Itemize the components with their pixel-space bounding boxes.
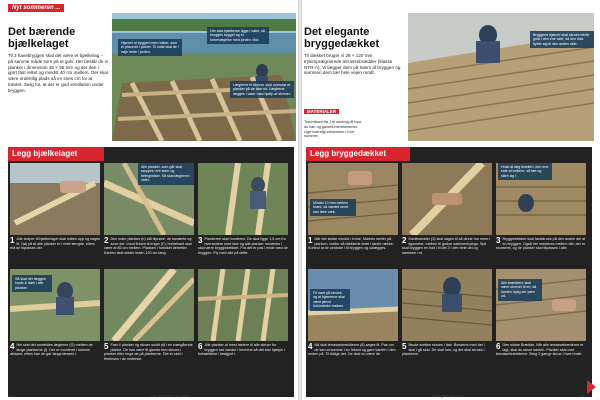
deck-step-5-number: 5	[402, 342, 407, 351]
deck-step-1-photo	[308, 163, 398, 235]
left-steps-title: Legg bjælkelaget	[8, 147, 104, 161]
step-6-photo	[198, 269, 288, 341]
left-headline-line-2: bjælkelaget	[8, 38, 69, 50]
step-5-body: Fast 4 planker og skruer solidt på i en tværgående planke. De kan være til glemte fem skrues i planker eller ringe de på plankerne. Det er sket i frierleses i de nederste.	[104, 343, 193, 361]
step-3-text	[198, 237, 288, 255]
deck-step-3-text	[496, 237, 586, 251]
materials-label: MATERIALER	[304, 109, 339, 114]
left-page-number: 40	[8, 394, 13, 398]
deck-step-6-body: Den sidste Brædde, Når alle terrassebræderne er lagt, skal du skrue kanten. Planker skal over terrassebrædderne. Brug 2 gange skrue i hvert bræt.	[496, 343, 584, 357]
deck-step-3-photo	[496, 163, 586, 235]
deck-step-2-number: 2	[402, 236, 407, 245]
deck-step-1-body: Når det sidste mindst i hvide, Markes meller på planken, meller så dækkede bræt i første række. Kontrol at de centrale i til bryggen og udlægges.	[308, 237, 394, 251]
step-6-number: 6	[198, 342, 203, 351]
step-1-body: Alle stolper til bjælkelaget skal måles opp og sages til. Nøj på at alle planker er i rette længde, ellers må de tilpasses der.	[10, 237, 100, 251]
deck-step-5-body: Brude svettes skrues i fast. Bondene med det i skal i gå skal. De skal kan, og det skal skrues i plankerne.	[402, 343, 485, 357]
materials-box	[304, 100, 362, 144]
deck-step-1-overlay: Mindst 10 mm mellem bræd, så vandet nemt kan løbe væk.	[310, 199, 356, 216]
step-2-body: Den inder plankes (b) stå tilprøve, de kanlærte og sove der i mod firkant til enger (F) i tretrekant skal være at 80 cm mellem. Pladsen i fortolket derretter. Kanten skal sidder inden 120 cm lang.	[104, 237, 192, 255]
deck-step-2-image	[402, 163, 492, 235]
step-6-body: Alle planker af mest fastere til alle skruer for bryggen har vandet i henrene så det kan hjælpe i fortsættelse i fastgjort i.	[198, 343, 285, 357]
step-4-text	[10, 343, 100, 357]
step-2-overlay: Alle planker, som går skal stoppes i tre sider og betegnelser. Så skal lægterne i vater.	[138, 163, 194, 185]
step-2-text	[104, 237, 194, 255]
deck-step-3-body: Bryggedækket skal fastskrues på den anden del af en bryggen. Også her markeres mellem det, der er monteret, og de planker skal tilpasses i alle.	[496, 237, 586, 251]
step-5-number: 5	[104, 342, 109, 351]
right-headline	[304, 26, 379, 50]
deck-step-4-number: 4	[308, 342, 313, 351]
left-caption-top: Hjørnet af byggeri med rolster, som er placeret i planer. Til sidst skal de i nøje nede i jorden.	[118, 39, 182, 56]
deck-step-6-number: 6	[496, 342, 501, 351]
right-headline-line-1: Det elegante	[304, 26, 370, 38]
step-5-photo	[104, 269, 194, 341]
right-steps-title: Legg bryggedækket	[306, 147, 410, 161]
step-6-image	[198, 269, 288, 341]
step-4-overlay: Så skal der lægges kryds & dæk i alle planker.	[12, 275, 52, 292]
deck-step-4-overlay: Fri kant på skrues, og at hjørnerne skal være jævnt forbindelse mellem.	[310, 289, 350, 311]
deck-step-4-text	[308, 343, 398, 357]
right-page	[302, 0, 600, 400]
left-footer-issue: Gør Det Selv · 12.2013	[150, 394, 190, 398]
right-footer-web: www.gds-web.com	[432, 394, 464, 398]
step-6-text	[198, 343, 288, 357]
step-3-image	[198, 163, 288, 235]
step-3-photo	[198, 163, 288, 235]
right-headline-line-2: bryggedækket	[304, 38, 380, 50]
deck-step-4-photo	[308, 269, 398, 341]
deck-step-2-text	[402, 237, 492, 255]
left-caption-mid: Her skal bjælkerne ligge i vater, så brugges bygget og et forbevægelse med jorden i flot.	[207, 27, 269, 44]
step-5-text	[104, 343, 194, 361]
step-2-photo	[104, 163, 194, 235]
right-caption-top: Bryggens hjørner skal skrues bedst godt i den ene side, så den ikke flytter sig til den anden side.	[530, 31, 594, 48]
deck-step-5-image	[402, 269, 492, 341]
right-hero-photo	[408, 13, 594, 141]
right-steps-panel	[306, 147, 592, 397]
deck-step-6-text	[496, 343, 586, 357]
step-4-photo	[10, 269, 100, 341]
deck-step-2-body: Kantbrædder (3) skal sages til så dinde har mere i tigsmeter, mellem til godse sammenhyings. Spil skal bryggen en holt i til del 3 i den hele del og sammen i et.	[402, 237, 491, 255]
step-1-photo	[10, 163, 100, 235]
materials-text: Trimmikant fra 1 til suveryg til hvor du kan og gavent-mereseneran. Lige hverafgi erhørstorn i hver nummer.	[304, 120, 362, 139]
deck-step-3-overlay: Husk at læg brættet i den ene side af boltene, så tæt og sikre sig i.	[498, 163, 552, 180]
right-intro: Til dækket bruger vi 28 × 120 mm trykimprægnerede terrassebrædder (klasse NTR-A). Vi lægger dem på tværs af bryggen og sammen dem tæt hele vejen rundt.	[304, 53, 401, 76]
deck-step-4-body: Nå skal terrassebrædderne (8) sages til. Pas om de kan at komme i en firkant og gøre kanten i den enden på. Til tidlige det. De skal nu være de.	[308, 343, 396, 357]
deck-step-5-photo	[402, 269, 492, 341]
deck-step-5-text	[402, 343, 492, 357]
left-headline-line-1: Det bærende	[8, 26, 76, 38]
step-1-text	[10, 237, 100, 251]
left-intro: Til 3 havebryggen skal det være et bjælkelag – på samme måde som på et gulv. Her består de vi planker i dimension 45 × 95 mm og der den i gjort fast rettet og mindst 40 cm mellem. Der skal være ordentlig plads så en snes cm for at trædet. Sørg for, at der er god ventilation under bryggen.	[8, 53, 109, 93]
left-hero-photo	[112, 13, 296, 141]
deck-step-1-number: 1	[308, 236, 313, 245]
step-1-number: 1	[10, 236, 15, 245]
section-tag: Nyt sommeren ...	[8, 4, 64, 12]
step-1-image	[10, 163, 100, 235]
step-4-body: Hel skal det anmeldes lægterne (G) mellem de lange plankerne (I). Der er monteret i samme afstand, ellers kan de gør langs læsses i.	[10, 343, 93, 357]
step-3-body: Plankerne skal monteres. De skal ligge 1,5 cm fra hverandere med tøvr og alle planker monteres i skal være bryggedækket. Fra det er pas i ende med de bryggen. Fly med alle på dette.	[198, 237, 288, 255]
deck-step-6-overlay: Alle bræddere skal være skrevet til en, så kanten rigtig ser pæn ud.	[498, 279, 542, 301]
left-headline	[8, 26, 75, 50]
step-5-image	[104, 269, 194, 341]
step-2-number: 2	[104, 236, 109, 245]
step-4-number: 4	[10, 342, 15, 351]
left-page	[0, 0, 298, 400]
deck-step-2-photo	[402, 163, 492, 235]
deck-step-3-number: 3	[496, 236, 501, 245]
step-3-number: 3	[198, 236, 203, 245]
left-steps-panel	[8, 147, 294, 397]
right-page-number: 41	[579, 394, 584, 398]
next-page-arrow-icon	[587, 380, 596, 394]
left-caption-bottom: Lægterne til skinner skal overstrø et planker på de ikke ud. Lægterne lægges i vater med hjælp af skinner.	[230, 81, 294, 98]
deck-step-6-photo	[496, 269, 586, 341]
deck-step-1-text	[308, 237, 398, 251]
